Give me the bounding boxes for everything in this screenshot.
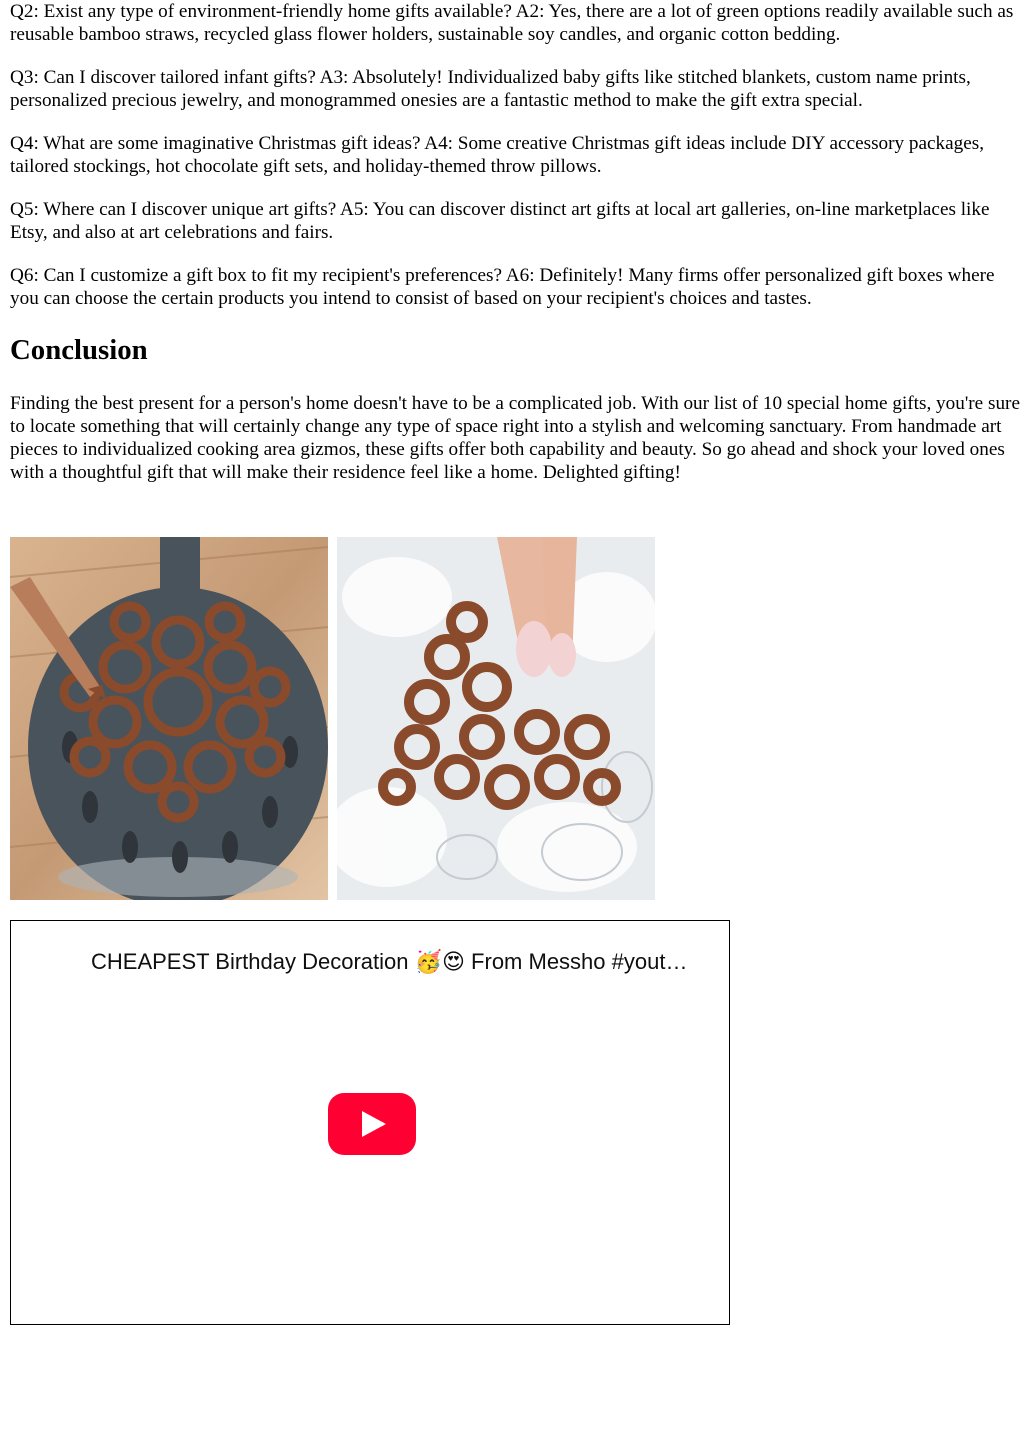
youtube-play-button[interactable] [328, 1093, 416, 1155]
faq-q5: Q5: Where can I discover unique art gifts? A5: You can discover distinct art gifts at local art galleries, on-line marketplaces like Etsy, and also at art celebrations and fairs. [10, 199, 990, 243]
conclusion-paragraph: Finding the best present for a person's home doesn't have to be a complicated job. With our list of 10 special home gifts, you're sure to locate something that will certainly change any type of space right into a stylish and welcoming sanctuary. From handmade art pieces to individualized cooking area gizmos, these gifts offer both capability and beauty. So go ahead and shock your loved ones with a thoughtful gift that will make their residence feel like a home. Delighted gifting! [10, 393, 1020, 483]
article-content [10, 0, 1020, 506]
chocolate-spatula-photo [10, 537, 328, 900]
faq-q2: Q2: Exist any type of environment-friendly home gifts available? A2: Yes, there are a lot of green options readily available such as reusable bamboo straws, recycled glass flower holders, sustainable soy candles, and organic cotton bedding. [10, 1, 1014, 45]
youtube-video-embed[interactable] [10, 920, 730, 1325]
faq-q4: Q4: What are some imaginative Christmas gift ideas? A4: Some creative Christmas gift ideas include DIY accessory packages, tailored stockings, hot chocolate gift sets, and holiday-themed throw pillows. [10, 133, 985, 177]
faq-q3: Q3: Can I discover tailored infant gifts? A3: Absolutely! Individualized baby gifts like stitched blankets, custom name prints, personalized precious jewelry, and monogrammed onesies are a fantastic method to make the gift extra special. [10, 67, 971, 111]
chocolate-lace-on-ice-photo [337, 537, 655, 900]
conclusion-heading: Conclusion [10, 334, 148, 366]
play-icon[interactable] [328, 1093, 416, 1155]
video-title[interactable]: CHEAPEST Birthday Decoration 🥳😍 From Messho #yout… [91, 949, 688, 974]
faq-q6: Q6: Can I customize a gift box to fit my recipient's preferences? A6: Definitely! Many firms offer personalized gift boxes where you can choose the certain products you intend to consist of based on your recipient's choices and tastes. [10, 265, 995, 309]
